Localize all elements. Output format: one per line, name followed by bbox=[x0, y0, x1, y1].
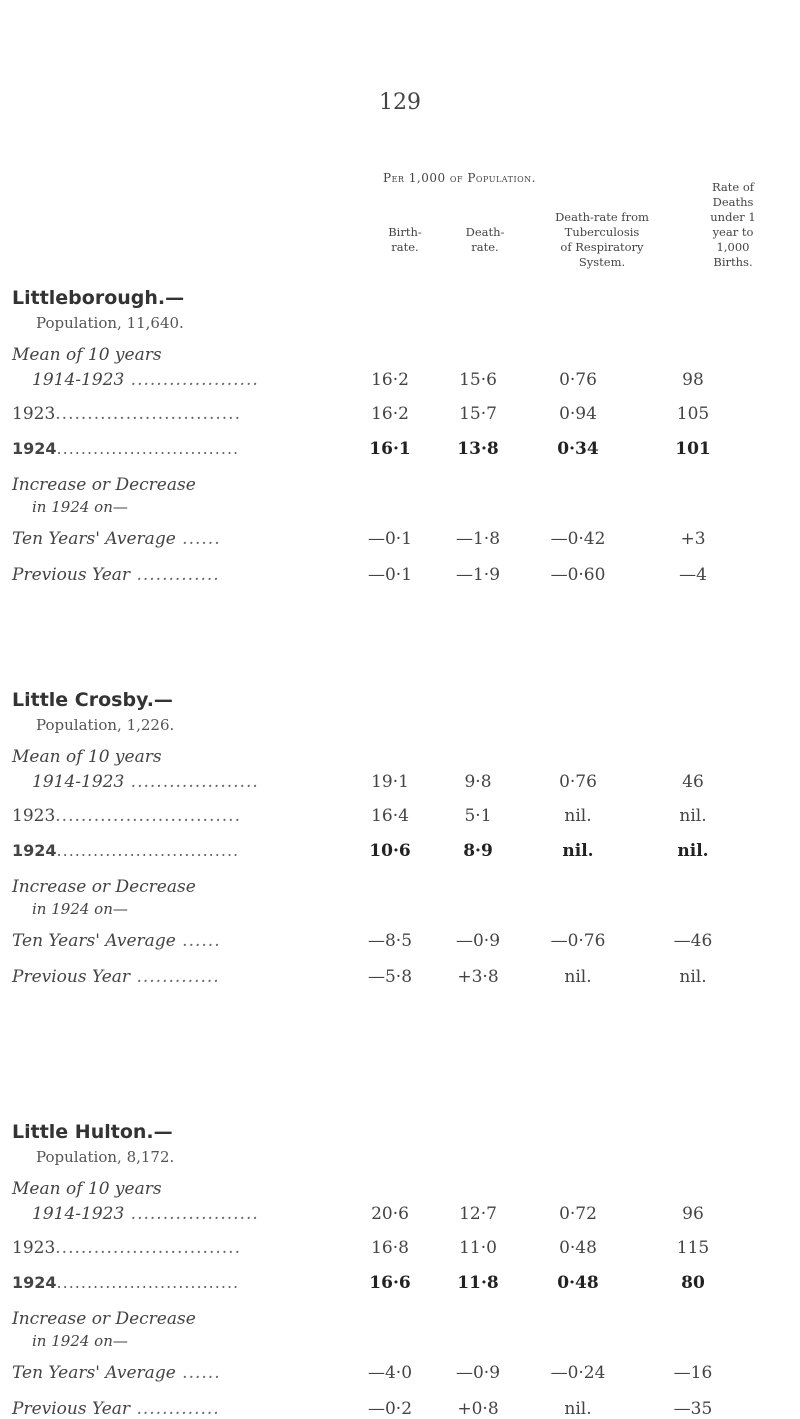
label-mean: Mean of 10 years bbox=[12, 1179, 162, 1199]
value-y1924-col1: 10·6 bbox=[369, 841, 411, 861]
value-ten-col1: —0·1 bbox=[367, 529, 413, 549]
value-mean-col1: 20·6 bbox=[371, 1204, 409, 1224]
label-1924: 1924.............................. bbox=[12, 841, 240, 860]
label-previous-year: Previous Year ............. bbox=[12, 967, 220, 987]
label-increase: Increase or Decrease bbox=[12, 877, 196, 897]
label-increase: Increase or Decrease bbox=[12, 1309, 196, 1329]
value-y1923-col4: 115 bbox=[676, 1238, 710, 1258]
value-mean-col3: 0·72 bbox=[559, 1204, 597, 1224]
value-y1923-col1: 16·2 bbox=[371, 404, 409, 424]
value-mean-col4: 98 bbox=[682, 370, 704, 390]
value-y1923-col4: nil. bbox=[679, 806, 707, 826]
value-prev-col1: —0·1 bbox=[367, 565, 413, 585]
value-y1923-col3: nil. bbox=[564, 806, 592, 826]
value-prev-col3: nil. bbox=[564, 967, 592, 987]
value-ten-col4: —46 bbox=[673, 931, 713, 951]
value-prev-col4: —4 bbox=[679, 565, 707, 585]
value-y1923-col2: 5·1 bbox=[464, 806, 492, 826]
label-ten-years: Ten Years' Average ...... bbox=[12, 931, 221, 951]
header-per-1000: Per 1,000 of Population. bbox=[383, 171, 536, 185]
label-mean-years: 1914-1923 .................... bbox=[32, 1204, 259, 1224]
label-previous-year: Previous Year ............. bbox=[12, 565, 220, 585]
value-mean-col2: 12·7 bbox=[459, 1204, 497, 1224]
label-ten-years: Ten Years' Average ...... bbox=[12, 1363, 221, 1383]
value-y1923-col3: 0·48 bbox=[559, 1238, 597, 1258]
value-y1923-col1: 16·8 bbox=[371, 1238, 409, 1258]
value-y1923-col2: 11·0 bbox=[459, 1238, 497, 1258]
value-y1924-col3: 0·48 bbox=[557, 1273, 599, 1293]
value-mean-col3: 0·76 bbox=[559, 370, 597, 390]
value-ten-col3: —0·42 bbox=[550, 529, 606, 549]
value-prev-col3: —0·60 bbox=[550, 565, 606, 585]
value-ten-col3: —0·24 bbox=[550, 1363, 606, 1383]
value-y1924-col2: 11·8 bbox=[457, 1273, 499, 1293]
label-previous-year: Previous Year ............. bbox=[12, 1399, 220, 1419]
value-prev-col2: —1·9 bbox=[455, 565, 501, 585]
value-y1923-col3: 0·94 bbox=[559, 404, 597, 424]
label-ten-years: Ten Years' Average ...... bbox=[12, 529, 221, 549]
town-population: Population, 1,226. bbox=[36, 716, 175, 734]
value-y1924-col3: 0·34 bbox=[557, 439, 599, 459]
value-ten-col4: —16 bbox=[673, 1363, 713, 1383]
value-ten-col1: —4·0 bbox=[367, 1363, 413, 1383]
label-increase: Increase or Decrease bbox=[12, 475, 196, 495]
town-name: Little Crosby.— bbox=[12, 689, 173, 711]
value-ten-col1: —8·5 bbox=[367, 931, 413, 951]
town-name: Littleborough.— bbox=[12, 287, 185, 309]
value-y1924-col1: 16·1 bbox=[369, 439, 411, 459]
value-ten-col4: +3 bbox=[680, 529, 706, 549]
value-prev-col3: nil. bbox=[564, 1399, 592, 1419]
label-1923: 1923............................. bbox=[12, 806, 241, 826]
town-name: Little Hulton.— bbox=[12, 1121, 173, 1143]
value-y1924-col2: 13·8 bbox=[457, 439, 499, 459]
value-prev-col1: —0·2 bbox=[367, 1399, 413, 1419]
value-mean-col1: 16·2 bbox=[371, 370, 409, 390]
value-ten-col2: —0·9 bbox=[455, 931, 501, 951]
label-increase-on: in 1924 on— bbox=[32, 498, 128, 516]
value-prev-col4: —35 bbox=[673, 1399, 713, 1419]
value-ten-col3: —0·76 bbox=[550, 931, 606, 951]
value-mean-col4: 96 bbox=[682, 1204, 704, 1224]
page-number: 129 bbox=[379, 90, 421, 115]
value-prev-col1: —5·8 bbox=[367, 967, 413, 987]
value-y1924-col2: 8·9 bbox=[463, 841, 493, 861]
label-mean-years: 1914-1923 .................... bbox=[32, 370, 259, 390]
value-mean-col4: 46 bbox=[682, 772, 704, 792]
value-mean-col3: 0·76 bbox=[559, 772, 597, 792]
value-y1924-col4: nil. bbox=[677, 841, 709, 861]
value-prev-col2: +3·8 bbox=[457, 967, 499, 987]
header-tb-rate: Death-rate from Tuberculosis of Respiratory System. bbox=[555, 210, 649, 269]
value-y1924-col1: 16·6 bbox=[369, 1273, 411, 1293]
town-population: Population, 11,640. bbox=[36, 314, 184, 332]
header-infant-mortality: Rate of Deaths under 1 year to 1,000 Births. bbox=[710, 180, 756, 269]
label-1923: 1923............................. bbox=[12, 1238, 241, 1258]
label-mean-years: 1914-1923 .................... bbox=[32, 772, 259, 792]
label-1923: 1923............................. bbox=[12, 404, 241, 424]
value-prev-col4: nil. bbox=[679, 967, 707, 987]
value-ten-col2: —0·9 bbox=[455, 1363, 501, 1383]
value-y1924-col3: nil. bbox=[562, 841, 594, 861]
value-mean-col2: 15·6 bbox=[459, 370, 497, 390]
header-birth-rate: Birth- rate. bbox=[388, 225, 422, 254]
value-y1924-col4: 101 bbox=[675, 439, 711, 459]
value-mean-col2: 9·8 bbox=[464, 772, 492, 792]
label-mean: Mean of 10 years bbox=[12, 747, 162, 767]
label-mean: Mean of 10 years bbox=[12, 345, 162, 365]
label-increase-on: in 1924 on— bbox=[32, 1332, 128, 1350]
value-mean-col1: 19·1 bbox=[371, 772, 409, 792]
value-y1923-col2: 15·7 bbox=[459, 404, 497, 424]
label-1924: 1924.............................. bbox=[12, 439, 240, 458]
header-death-rate: Death- rate. bbox=[465, 225, 505, 254]
town-population: Population, 8,172. bbox=[36, 1148, 175, 1166]
value-y1923-col4: 105 bbox=[676, 404, 710, 424]
value-ten-col2: —1·8 bbox=[455, 529, 501, 549]
label-increase-on: in 1924 on— bbox=[32, 900, 128, 918]
value-y1924-col4: 80 bbox=[681, 1273, 705, 1293]
value-y1923-col1: 16·4 bbox=[371, 806, 409, 826]
value-prev-col2: +0·8 bbox=[457, 1399, 499, 1419]
label-1924: 1924.............................. bbox=[12, 1273, 240, 1292]
